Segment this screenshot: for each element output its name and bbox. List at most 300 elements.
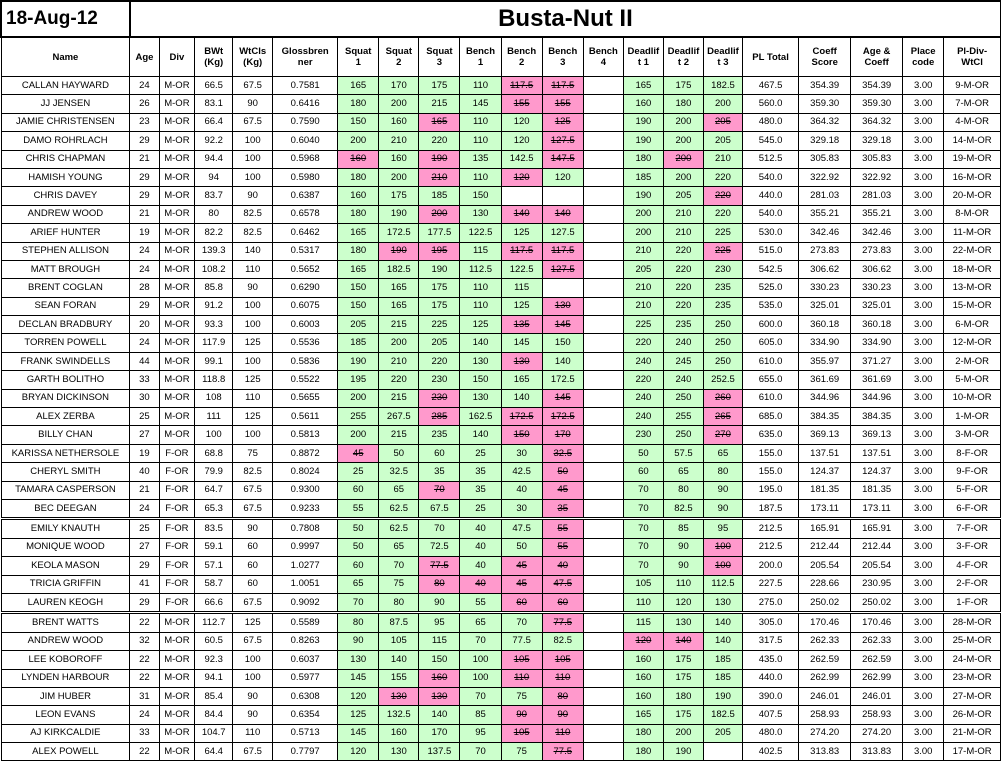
cell-age-coeff: 281.03 xyxy=(851,187,903,205)
cell-coeff-score: 384.35 xyxy=(799,408,851,426)
cell-deadlift-3: 205 xyxy=(703,132,742,150)
cell-pl-total: 200.0 xyxy=(742,557,798,575)
cell-squat-1: 190 xyxy=(338,352,379,370)
table-row xyxy=(1,224,1001,242)
cell-coeff-score: 212.44 xyxy=(799,538,851,556)
cell-pl-div-wtcl: 4-M-OR xyxy=(944,113,1001,131)
cell-bwt-kg-: 108 xyxy=(195,389,233,407)
cell-glossbrenner: 0.6416 xyxy=(273,95,338,113)
cell-deadlift-1: 50 xyxy=(623,444,663,462)
cell-squat-2: 75 xyxy=(379,575,419,593)
cell-bench-3: 130 xyxy=(542,297,583,315)
cell-bench-3: 145 xyxy=(542,389,583,407)
cell-bench-2: 130 xyxy=(501,352,542,370)
cell-deadlift-1: 205 xyxy=(623,260,663,278)
cell-bench-4 xyxy=(583,651,623,669)
cell-age: 31 xyxy=(130,687,159,705)
column-header-glossbrenner: Glossbren ner xyxy=(273,37,338,77)
cell-squat-2: 165 xyxy=(379,297,419,315)
table-row xyxy=(1,538,1001,556)
cell-squat-1: 65 xyxy=(338,575,379,593)
cell-bench-1: 35 xyxy=(460,463,501,481)
cell-bench-2 xyxy=(501,187,542,205)
cell-bench-4 xyxy=(583,279,623,297)
cell-squat-1: 180 xyxy=(338,242,379,260)
cell-glossbrenner: 0.6462 xyxy=(273,224,338,242)
column-header-squat-1: Squat 1 xyxy=(338,37,379,77)
cell-deadlift-1: 210 xyxy=(623,297,663,315)
cell-name: GARTH BOLITHO xyxy=(1,371,130,389)
cell-place-code: 3.00 xyxy=(903,150,944,168)
cell-wtcls-kg-: 125 xyxy=(233,408,273,426)
cell-deadlift-3: 220 xyxy=(703,205,742,223)
cell-bench-3: 32.5 xyxy=(542,444,583,462)
cell-pl-total: 440.0 xyxy=(742,669,798,687)
cell-deadlift-1: 240 xyxy=(623,389,663,407)
cell-age-coeff: 306.62 xyxy=(851,260,903,278)
cell-squat-1: 70 xyxy=(338,593,379,612)
cell-bench-3: 117.5 xyxy=(542,77,583,95)
cell-bench-1: 110 xyxy=(460,77,501,95)
cell-bench-4 xyxy=(583,463,623,481)
cell-bench-4 xyxy=(583,77,623,95)
cell-squat-1: 45 xyxy=(338,444,379,462)
cell-coeff-score: 262.59 xyxy=(799,651,851,669)
cell-place-code: 3.00 xyxy=(903,724,944,742)
cell-deadlift-3: 90 xyxy=(703,481,742,499)
cell-deadlift-1: 190 xyxy=(623,187,663,205)
cell-bwt-kg-: 94.4 xyxy=(195,150,233,168)
cell-deadlift-1: 200 xyxy=(623,205,663,223)
cell-deadlift-3: 182.5 xyxy=(703,77,742,95)
cell-bench-4 xyxy=(583,444,623,462)
cell-bench-4 xyxy=(583,724,623,742)
cell-squat-2: 130 xyxy=(379,687,419,705)
cell-pl-div-wtcl: 15-M-OR xyxy=(944,297,1001,315)
cell-age: 41 xyxy=(130,575,159,593)
cell-squat-3: 190 xyxy=(419,150,460,168)
cell-bench-3: 80 xyxy=(542,687,583,705)
cell-squat-3: 150 xyxy=(419,651,460,669)
cell-div: M-OR xyxy=(159,260,195,278)
cell-squat-3: 130 xyxy=(419,687,460,705)
cell-coeff-score: 173.11 xyxy=(799,499,851,518)
cell-div: M-OR xyxy=(159,352,195,370)
cell-name: BRYAN DICKINSON xyxy=(1,389,130,407)
table-row xyxy=(1,575,1001,593)
cell-glossbrenner: 1.0277 xyxy=(273,557,338,575)
cell-pl-total: 275.0 xyxy=(742,593,798,612)
cell-place-code: 3.00 xyxy=(903,463,944,481)
cell-pl-div-wtcl: 8-M-OR xyxy=(944,205,1001,223)
cell-place-code: 3.00 xyxy=(903,316,944,334)
cell-place-code: 3.00 xyxy=(903,669,944,687)
cell-bench-4 xyxy=(583,389,623,407)
cell-deadlift-2: 190 xyxy=(663,743,703,761)
cell-coeff-score: 205.54 xyxy=(799,557,851,575)
cell-wtcls-kg-: 82.5 xyxy=(233,224,273,242)
cell-pl-div-wtcl: 9-F-OR xyxy=(944,463,1001,481)
cell-deadlift-3: 225 xyxy=(703,224,742,242)
cell-bench-1: 150 xyxy=(460,371,501,389)
cell-pl-div-wtcl: 11-M-OR xyxy=(944,224,1001,242)
cell-deadlift-3: 185 xyxy=(703,651,742,669)
table-row xyxy=(1,481,1001,499)
cell-age-coeff: 361.69 xyxy=(851,371,903,389)
cell-squat-1: 150 xyxy=(338,113,379,131)
cell-bench-3: 145 xyxy=(542,316,583,334)
cell-glossbrenner: 0.7581 xyxy=(273,77,338,95)
cell-pl-div-wtcl: 2-F-OR xyxy=(944,575,1001,593)
cell-squat-1: 185 xyxy=(338,334,379,352)
cell-age-coeff: 173.11 xyxy=(851,499,903,518)
table-row xyxy=(1,371,1001,389)
cell-deadlift-3: 260 xyxy=(703,389,742,407)
cell-deadlift-1: 70 xyxy=(623,538,663,556)
cell-squat-3: 195 xyxy=(419,242,460,260)
cell-age: 24 xyxy=(130,706,159,724)
cell-age: 21 xyxy=(130,205,159,223)
cell-squat-1: 180 xyxy=(338,168,379,186)
cell-age-coeff: 262.59 xyxy=(851,651,903,669)
cell-div: M-OR xyxy=(159,242,195,260)
cell-glossbrenner: 0.5980 xyxy=(273,168,338,186)
cell-squat-3: 225 xyxy=(419,316,460,334)
cell-bench-2: 60 xyxy=(501,593,542,612)
cell-pl-total: 480.0 xyxy=(742,724,798,742)
cell-pl-total: 155.0 xyxy=(742,444,798,462)
cell-bwt-kg-: 79.9 xyxy=(195,463,233,481)
cell-bench-2: 140 xyxy=(501,205,542,223)
cell-bench-1: 65 xyxy=(460,613,501,632)
cell-place-code: 3.00 xyxy=(903,426,944,444)
cell-glossbrenner: 0.6308 xyxy=(273,687,338,705)
cell-pl-div-wtcl: 18-M-OR xyxy=(944,260,1001,278)
cell-bench-1: 115 xyxy=(460,242,501,260)
cell-bwt-kg-: 99.1 xyxy=(195,352,233,370)
cell-bench-3: 50 xyxy=(542,463,583,481)
cell-div: M-OR xyxy=(159,113,195,131)
cell-bench-1: 110 xyxy=(460,132,501,150)
cell-age: 25 xyxy=(130,408,159,426)
cell-age: 40 xyxy=(130,463,159,481)
cell-age-coeff: 369.13 xyxy=(851,426,903,444)
cell-age-coeff: 330.23 xyxy=(851,279,903,297)
cell-coeff-score: 274.20 xyxy=(799,724,851,742)
column-header-wtcls-kg-: WtCls (Kg) xyxy=(233,37,273,77)
table-row xyxy=(1,352,1001,370)
cell-bench-1: 70 xyxy=(460,632,501,650)
cell-age-coeff: 305.83 xyxy=(851,150,903,168)
cell-bwt-kg-: 85.4 xyxy=(195,687,233,705)
cell-squat-3: 165 xyxy=(419,113,460,131)
cell-deadlift-2: 140 xyxy=(663,632,703,650)
cell-name: ALEX POWELL xyxy=(1,743,130,761)
cell-div: F-OR xyxy=(159,499,195,518)
cell-glossbrenner: 0.5317 xyxy=(273,242,338,260)
cell-bench-1: 40 xyxy=(460,557,501,575)
table-row xyxy=(1,426,1001,444)
cell-bench-1: 110 xyxy=(460,168,501,186)
cell-deadlift-2: 220 xyxy=(663,297,703,315)
cell-squat-2: 155 xyxy=(379,669,419,687)
table-row xyxy=(1,95,1001,113)
cell-squat-2: 160 xyxy=(379,113,419,131)
cell-div: M-OR xyxy=(159,334,195,352)
cell-name: BRENT WATTS xyxy=(1,613,130,632)
cell-age: 24 xyxy=(130,77,159,95)
cell-wtcls-kg-: 60 xyxy=(233,557,273,575)
cell-age: 29 xyxy=(130,593,159,612)
cell-age-coeff: 181.35 xyxy=(851,481,903,499)
cell-squat-1: 195 xyxy=(338,371,379,389)
cell-deadlift-3: 95 xyxy=(703,519,742,538)
cell-wtcls-kg-: 100 xyxy=(233,150,273,168)
cell-bench-2: 70 xyxy=(501,613,542,632)
cell-deadlift-2: 220 xyxy=(663,279,703,297)
cell-deadlift-2: 82.5 xyxy=(663,499,703,518)
cell-deadlift-2: 65 xyxy=(663,463,703,481)
cell-wtcls-kg-: 60 xyxy=(233,538,273,556)
cell-name: LYNDEN HARBOUR xyxy=(1,669,130,687)
cell-glossbrenner: 0.7590 xyxy=(273,113,338,131)
cell-div: M-OR xyxy=(159,706,195,724)
cell-bwt-kg-: 82.2 xyxy=(195,224,233,242)
cell-age: 24 xyxy=(130,260,159,278)
cell-bench-1: 95 xyxy=(460,724,501,742)
cell-squat-3: 175 xyxy=(419,279,460,297)
cell-pl-total: 440.0 xyxy=(742,187,798,205)
cell-age: 24 xyxy=(130,499,159,518)
cell-squat-1: 145 xyxy=(338,669,379,687)
cell-squat-2: 65 xyxy=(379,538,419,556)
cell-bench-2: 172.5 xyxy=(501,408,542,426)
cell-age-coeff: 329.18 xyxy=(851,132,903,150)
cell-bwt-kg-: 83.1 xyxy=(195,95,233,113)
cell-bench-2: 117.5 xyxy=(501,242,542,260)
column-header-bwt-kg-: BWt (Kg) xyxy=(195,37,233,77)
cell-squat-1: 60 xyxy=(338,481,379,499)
cell-squat-3: 95 xyxy=(419,613,460,632)
cell-bench-2: 115 xyxy=(501,279,542,297)
cell-bench-2: 120 xyxy=(501,113,542,131)
cell-deadlift-1: 160 xyxy=(623,687,663,705)
column-header-squat-2: Squat 2 xyxy=(379,37,419,77)
cell-deadlift-1: 70 xyxy=(623,481,663,499)
cell-squat-1: 50 xyxy=(338,538,379,556)
cell-pl-div-wtcl: 27-M-OR xyxy=(944,687,1001,705)
cell-deadlift-1: 70 xyxy=(623,499,663,518)
cell-bench-3: 117.5 xyxy=(542,242,583,260)
cell-bench-4 xyxy=(583,426,623,444)
cell-deadlift-3: 182.5 xyxy=(703,706,742,724)
cell-squat-2: 32.5 xyxy=(379,463,419,481)
cell-squat-2: 215 xyxy=(379,426,419,444)
cell-coeff-score: 305.83 xyxy=(799,150,851,168)
cell-squat-3: 67.5 xyxy=(419,499,460,518)
cell-pl-total: 187.5 xyxy=(742,499,798,518)
cell-coeff-score: 262.33 xyxy=(799,632,851,650)
cell-age-coeff: 137.51 xyxy=(851,444,903,462)
cell-bench-2: 77.5 xyxy=(501,632,542,650)
cell-pl-div-wtcl: 10-M-OR xyxy=(944,389,1001,407)
cell-squat-2: 190 xyxy=(379,242,419,260)
cell-coeff-score: 329.18 xyxy=(799,132,851,150)
cell-bwt-kg-: 84.4 xyxy=(195,706,233,724)
cell-squat-3: 175 xyxy=(419,297,460,315)
cell-coeff-score: 322.92 xyxy=(799,168,851,186)
cell-squat-2: 200 xyxy=(379,95,419,113)
table-row xyxy=(1,334,1001,352)
cell-deadlift-2: 255 xyxy=(663,408,703,426)
cell-bench-2: 117.5 xyxy=(501,77,542,95)
cell-squat-1: 150 xyxy=(338,279,379,297)
cell-pl-div-wtcl: 21-M-OR xyxy=(944,724,1001,742)
cell-squat-2: 160 xyxy=(379,150,419,168)
cell-bench-3: 120 xyxy=(542,168,583,186)
cell-deadlift-2: 175 xyxy=(663,77,703,95)
cell-deadlift-1: 210 xyxy=(623,279,663,297)
cell-bench-4 xyxy=(583,132,623,150)
cell-glossbrenner: 0.5713 xyxy=(273,724,338,742)
cell-div: M-OR xyxy=(159,408,195,426)
cell-squat-1: 200 xyxy=(338,426,379,444)
cell-deadlift-2: 175 xyxy=(663,651,703,669)
cell-squat-1: 125 xyxy=(338,706,379,724)
cell-squat-2: 130 xyxy=(379,743,419,761)
cell-place-code: 3.00 xyxy=(903,499,944,518)
cell-deadlift-1: 180 xyxy=(623,150,663,168)
cell-pl-total: 535.0 xyxy=(742,297,798,315)
cell-bench-3: 90 xyxy=(542,706,583,724)
cell-deadlift-1: 230 xyxy=(623,426,663,444)
cell-pl-total: 530.0 xyxy=(742,224,798,242)
cell-wtcls-kg-: 100 xyxy=(233,168,273,186)
cell-bench-3: 40 xyxy=(542,557,583,575)
cell-squat-2: 200 xyxy=(379,168,419,186)
cell-bwt-kg-: 60.5 xyxy=(195,632,233,650)
cell-deadlift-3: 65 xyxy=(703,444,742,462)
cell-bench-1: 130 xyxy=(460,205,501,223)
cell-bench-4 xyxy=(583,481,623,499)
cell-squat-3: 200 xyxy=(419,205,460,223)
cell-age: 25 xyxy=(130,519,159,538)
cell-bench-4 xyxy=(583,408,623,426)
cell-pl-total: 685.0 xyxy=(742,408,798,426)
cell-squat-2: 165 xyxy=(379,279,419,297)
cell-div: M-OR xyxy=(159,297,195,315)
cell-bench-1: 140 xyxy=(460,426,501,444)
cell-bench-4 xyxy=(583,297,623,315)
cell-pl-div-wtcl: 14-M-OR xyxy=(944,132,1001,150)
cell-deadlift-3: 250 xyxy=(703,334,742,352)
cell-squat-2: 105 xyxy=(379,632,419,650)
cell-deadlift-3: 90 xyxy=(703,499,742,518)
cell-deadlift-3: 200 xyxy=(703,95,742,113)
cell-wtcls-kg-: 60 xyxy=(233,575,273,593)
cell-bench-4 xyxy=(583,575,623,593)
cell-name: ANDREW WOOD xyxy=(1,632,130,650)
cell-place-code: 3.00 xyxy=(903,260,944,278)
cell-deadlift-3: 140 xyxy=(703,613,742,632)
cell-wtcls-kg-: 100 xyxy=(233,316,273,334)
cell-squat-1: 165 xyxy=(338,260,379,278)
cell-pl-total: 610.0 xyxy=(742,389,798,407)
cell-age-coeff: 262.33 xyxy=(851,632,903,650)
cell-name: CHRIS DAVEY xyxy=(1,187,130,205)
cell-bwt-kg-: 64.4 xyxy=(195,743,233,761)
cell-squat-1: 80 xyxy=(338,613,379,632)
cell-bench-1: 110 xyxy=(460,279,501,297)
cell-age: 29 xyxy=(130,297,159,315)
cell-deadlift-1: 110 xyxy=(623,593,663,612)
cell-deadlift-3: 250 xyxy=(703,352,742,370)
column-header-pl-div-wtcl: Pl-Div- WtCl xyxy=(944,37,1001,77)
column-header-bench-3: Bench 3 xyxy=(542,37,583,77)
cell-age-coeff: 334.90 xyxy=(851,334,903,352)
cell-pl-div-wtcl: 28-M-OR xyxy=(944,613,1001,632)
cell-bench-2: 105 xyxy=(501,651,542,669)
cell-glossbrenner: 0.6290 xyxy=(273,279,338,297)
cell-squat-1: 200 xyxy=(338,389,379,407)
cell-name: KARISSA NETHERSOLE xyxy=(1,444,130,462)
cell-bench-2: 40 xyxy=(501,481,542,499)
column-header-deadlift-2: Deadlif t 2 xyxy=(663,37,703,77)
cell-deadlift-2: 250 xyxy=(663,389,703,407)
cell-bench-2: 125 xyxy=(501,297,542,315)
table-row xyxy=(1,187,1001,205)
cell-squat-1: 120 xyxy=(338,743,379,761)
cell-deadlift-1: 185 xyxy=(623,168,663,186)
cell-age: 21 xyxy=(130,150,159,168)
cell-bwt-kg-: 104.7 xyxy=(195,724,233,742)
cell-div: M-OR xyxy=(159,77,195,95)
table-row xyxy=(1,408,1001,426)
column-header-squat-3: Squat 3 xyxy=(419,37,460,77)
table-row xyxy=(1,316,1001,334)
cell-wtcls-kg-: 110 xyxy=(233,724,273,742)
cell-bwt-kg-: 58.7 xyxy=(195,575,233,593)
cell-wtcls-kg-: 100 xyxy=(233,651,273,669)
cell-bench-1: 150 xyxy=(460,187,501,205)
cell-bench-4 xyxy=(583,519,623,538)
cell-coeff-score: 361.69 xyxy=(799,371,851,389)
cell-bench-4 xyxy=(583,352,623,370)
cell-div: M-OR xyxy=(159,205,195,223)
cell-bench-1: 40 xyxy=(460,519,501,538)
cell-squat-2: 70 xyxy=(379,557,419,575)
cell-pl-div-wtcl: 5-F-OR xyxy=(944,481,1001,499)
cell-place-code: 3.00 xyxy=(903,334,944,352)
cell-glossbrenner: 0.5522 xyxy=(273,371,338,389)
cell-bench-4 xyxy=(583,150,623,168)
cell-place-code: 3.00 xyxy=(903,557,944,575)
cell-age: 33 xyxy=(130,371,159,389)
cell-coeff-score: 342.46 xyxy=(799,224,851,242)
cell-div: M-OR xyxy=(159,95,195,113)
cell-bench-4 xyxy=(583,334,623,352)
cell-age-coeff: 250.02 xyxy=(851,593,903,612)
cell-deadlift-1: 220 xyxy=(623,334,663,352)
cell-bwt-kg-: 112.7 xyxy=(195,613,233,632)
table-row xyxy=(1,687,1001,705)
cell-bench-4 xyxy=(583,669,623,687)
cell-deadlift-1: 60 xyxy=(623,463,663,481)
cell-coeff-score: 313.83 xyxy=(799,743,851,761)
meet-title: Busta-Nut II xyxy=(130,1,1001,37)
cell-name: AJ KIRKCALDIE xyxy=(1,724,130,742)
cell-age-coeff: 124.37 xyxy=(851,463,903,481)
